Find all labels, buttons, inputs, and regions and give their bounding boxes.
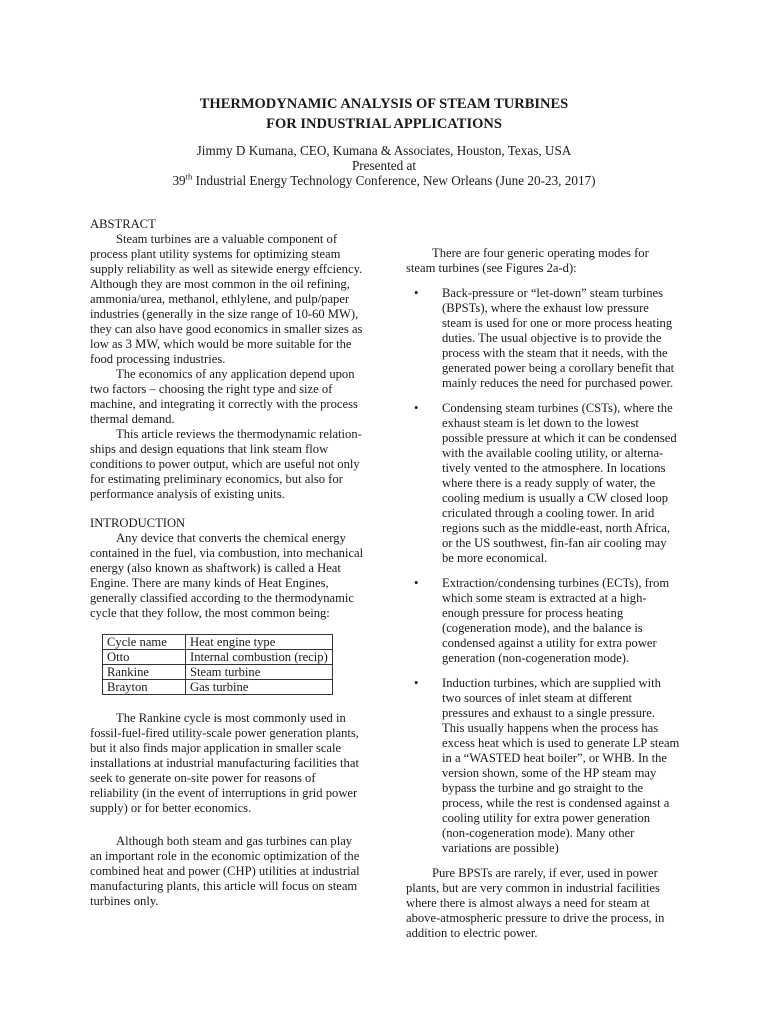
introduction-paragraph-3: Although both steam and gas turbines can play an important role in the economic optimization of the combined heat and power (CHP) utilities at industrial manufacturing plants, this article will focus on steam turbines only. (90, 834, 360, 908)
bullet: • (414, 286, 419, 300)
table-header-engine-type: Heat engine type (186, 635, 333, 650)
list-item-text: Back-pressure or “let-down” steam turbines (BPSTs), where the exhaust low pressure steam is used for one or more process heating duties. The usual objective is to provide the process with the steam that it needs, with the generated power being a corollary benefit that mainly reduces the need for purchased power. (442, 286, 675, 390)
list-item (406, 576, 680, 666)
list-item (406, 286, 680, 391)
introduction-heading: INTRODUCTION (90, 516, 186, 530)
left-column (90, 217, 364, 909)
table-row (103, 680, 333, 695)
modes-list (406, 286, 680, 856)
title-line-1: THERMODYNAMIC ANALYSIS OF STEAM TURBINES (199, 96, 569, 112)
modes-intro: There are four generic operating modes for steam turbines (see Figures 2a-d): (406, 246, 649, 275)
bullet: • (414, 676, 419, 690)
right-column (406, 246, 680, 941)
paper-title (0, 94, 768, 134)
title-line-2: FOR INDUSTRIAL APPLICATIONS (266, 116, 502, 132)
introduction-paragraph-1: Any device that converts the chemical energy contained in the fuel, via combustion, into mechanical energy (also known as shaftwork) is called a Heat Engine. There are many kinds of Heat Engines, generally classified according to the thermodynamic cycle that they follow, the most common being: (90, 531, 364, 620)
list-item-text: Extraction/condensing turbines (ECTs), from which some steam is extracted at a high-enough pressure for process heating (cogeneration mode), and the balance is condensed against a utility for extra power generation (non-cogeneration mode). (442, 576, 670, 665)
introduction-paragraph-2: The Rankine cycle is most commonly used in fossil-fuel-fired utility-scale power generation plants, but it also finds major application in smaller scale installations at industrial manufacturing facilities that seek to generate on-site power for reasons of reliability (in the event of interruptions in grid power supply) or for better economics. (90, 711, 359, 815)
bullet: • (414, 401, 419, 415)
cycle-table (102, 634, 333, 695)
table-cell: Internal combustion (recip) (186, 650, 333, 665)
abstract-paragraph-2: The economics of any application depend upon two factors – choosing the right type and size of machine, and integrating it correctly with the process thermal demand. (90, 367, 358, 426)
list-item-text: Induction turbines, which are supplied with two sources of inlet steam at different pressures and exhaust to a single pressure. This usually happens when the process has excess heat which is used to generate LP steam in a “WASTED heat boiler”, or WHB. In the version shown, some of the HP steam may bypass the turbine and go straight to the process, while the rest is condensed against a cooling utility for extra power generation (non-cogeneration mode). Many other variations are possible) (442, 676, 680, 855)
conference-ordinal: th (185, 171, 193, 182)
list-item (406, 676, 680, 856)
table-cell: Brayton (103, 680, 186, 695)
table-cell: Otto (103, 650, 186, 665)
abstract-paragraph-1: Steam turbines are a valuable component of process plant utility systems for optimizing steam supply reliability as well as sitewide energy effciency. Although they are most common in the oil refining, ammonia/urea, methanol, ethlylene, and pulp/paper industries (generally in the size range of 10-60 MW), they can also have good economics in smaller sizes as low as 3 MW, which would be more suitable for the food processing industries. (90, 232, 363, 366)
table-cell: Rankine (103, 665, 186, 680)
bullet: • (414, 576, 419, 590)
author-line: Jimmy D Kumana, CEO, Kumana & Associates, Houston, Texas, USA (196, 143, 572, 158)
presented-line: Presented at (351, 158, 417, 173)
table-cell: Steam turbine (186, 665, 333, 680)
conference-line (0, 173, 768, 188)
list-item (406, 401, 680, 566)
table-header-cycle-name: Cycle name (103, 635, 186, 650)
author-block (0, 143, 768, 188)
modes-closing: Pure BPSTs are rarely, if ever, used in power plants, but are very common in industrial facilities where there is almost always a need for steam at above-atmospheric pressure to drive the process, in addition to electric power. (406, 866, 665, 940)
abstract-heading: ABSTRACT (90, 217, 156, 231)
table-cell: Gas turbine (186, 680, 333, 695)
table-row (103, 665, 333, 680)
list-item-text: Condensing steam turbines (CSTs), where the exhaust steam is let down to the lowest possible pressure at which it can be condensed with the available cooling utility, or alterna-tively vented to the atmosphere. In locations where there is a ready supply of water, the cooling medium is usually a CW closed loop criculated through a cooling tower. In arid regions such as the middle-east, north Africa, or the US southwest, fin-fan air cooling may be more economical. (442, 401, 677, 565)
conference-number: 39 (172, 173, 186, 188)
abstract-paragraph-3: This article reviews the thermodynamic relation-ships and design equations that link steam flow conditions to power output, which are useful not only for estimating preliminary economics, but also for performance analysis of existing units. (90, 427, 362, 501)
table-header-row (103, 635, 333, 650)
conference-text: Industrial Energy Technology Conference, New Orleans (June 20-23, 2017) (192, 173, 596, 188)
table-row (103, 650, 333, 665)
